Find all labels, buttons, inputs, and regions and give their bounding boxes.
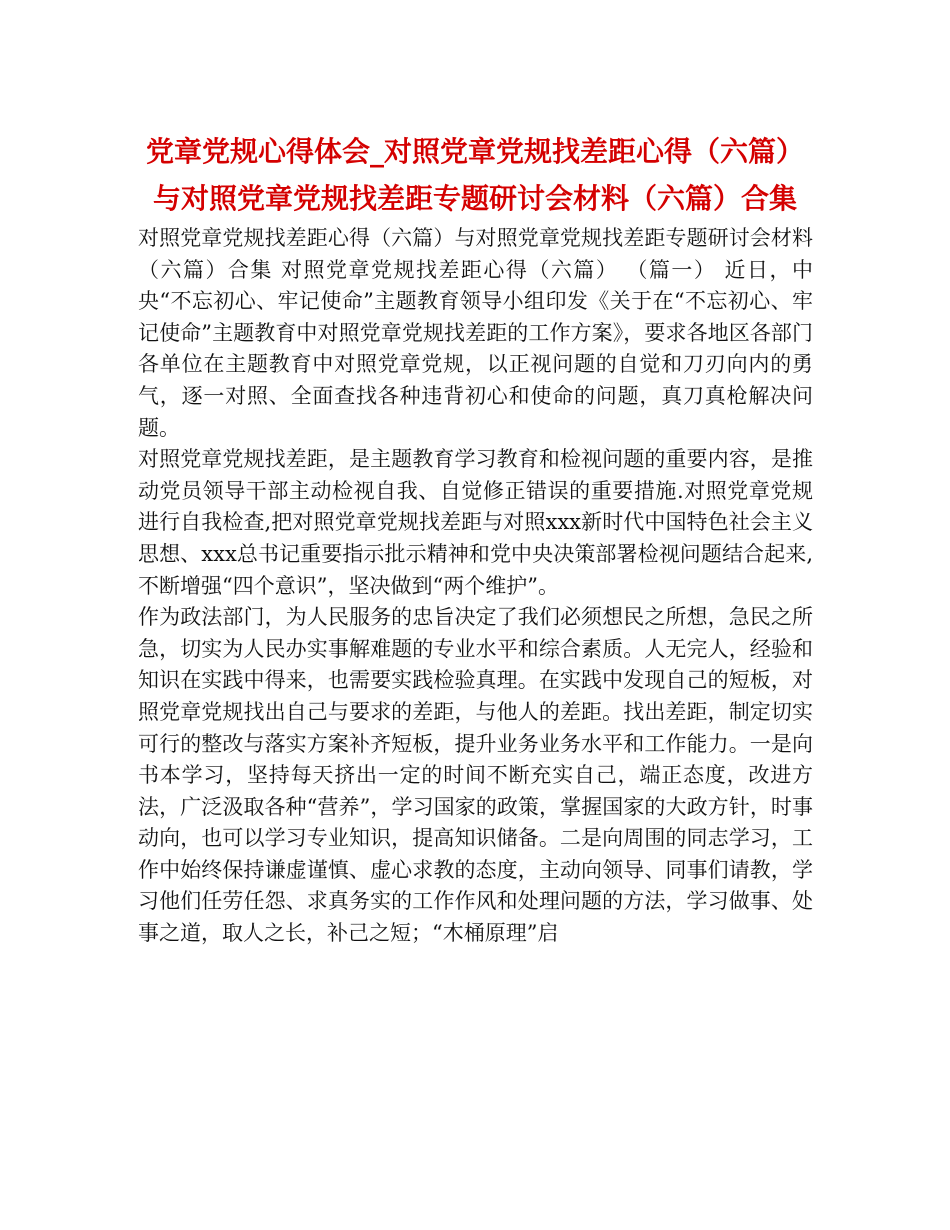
document-title	[100, 128, 850, 222]
paragraph-3: 作为政法部门，为人民服务的忠旨决定了我们必须想民之所想，急民之所急，切实为人民办实事解难题的专业水平和综合素质。人无完人，经验和知识在实践中得来，也需要实践检验真理。在实践中发现自己的短板，对照党章党规找出自己与要求的差距，与他人的差距。找出差距，制定切实可行的整改与落实方案补齐短板，提升业务业务水平和工作能力。一是向书本学习，坚持每天挤出一定的时间不断充实自己，端正态度，改进方法，广泛汲取各种“营养”，学习国家的政策，掌握国家的大政方针，时事动向，也可以学习专业知识，提高知识储备。二是向周围的同志学习，工作中始终保持谦虚谨慎、虚心求教的态度，主动向领导、同事们请教，学习他们任劳任怨、求真务实的工作作风和处理问题的方法，学习做事、处事之道，取人之长，补己之短；“木桶原理”启	[138, 605, 813, 946]
title-line-1: 党章党规心得体会_对照党章党规找差距心得（六篇）	[145, 135, 804, 168]
paragraph-1: 对照党章党规找差距心得（六篇）与对照党章党规找差距专题研讨会材料（六篇）合集 对照党章党规找差距心得（六篇） （篇一） 近日，中央“不忘初心、牢记使命”主题教育领导小组印发《关于在“不忘初心、牢记使命”主题教育中对照党章党规找差距的工作方案》，要求各地区各部门各单位在主题教育中对照党章党规，以正视问题的自觉和刀刃向内的勇气，逐一对照、全面查找各种违背初心和使命的问题，真刀真枪解决问题。	[138, 226, 813, 440]
paragraph-2: 对照党章党规找差距，是主题教育学习教育和检视问题的重要内容，是推动党员领导干部主动检视自我、自觉修正错误的重要措施.对照党章党规进行自我检查,把对照党章党规找差距与对照xxx新时代中国特色社会主义思想、xxx总书记重要指示批示精神和党中央决策部署检视问题结合起来,不断增强“四个意识”，坚决做到“两个维护”。	[138, 447, 813, 598]
title-line-2: 与对照党章党规找差距专题研讨会材料（六篇）合集	[152, 182, 797, 215]
document-body	[138, 223, 813, 950]
